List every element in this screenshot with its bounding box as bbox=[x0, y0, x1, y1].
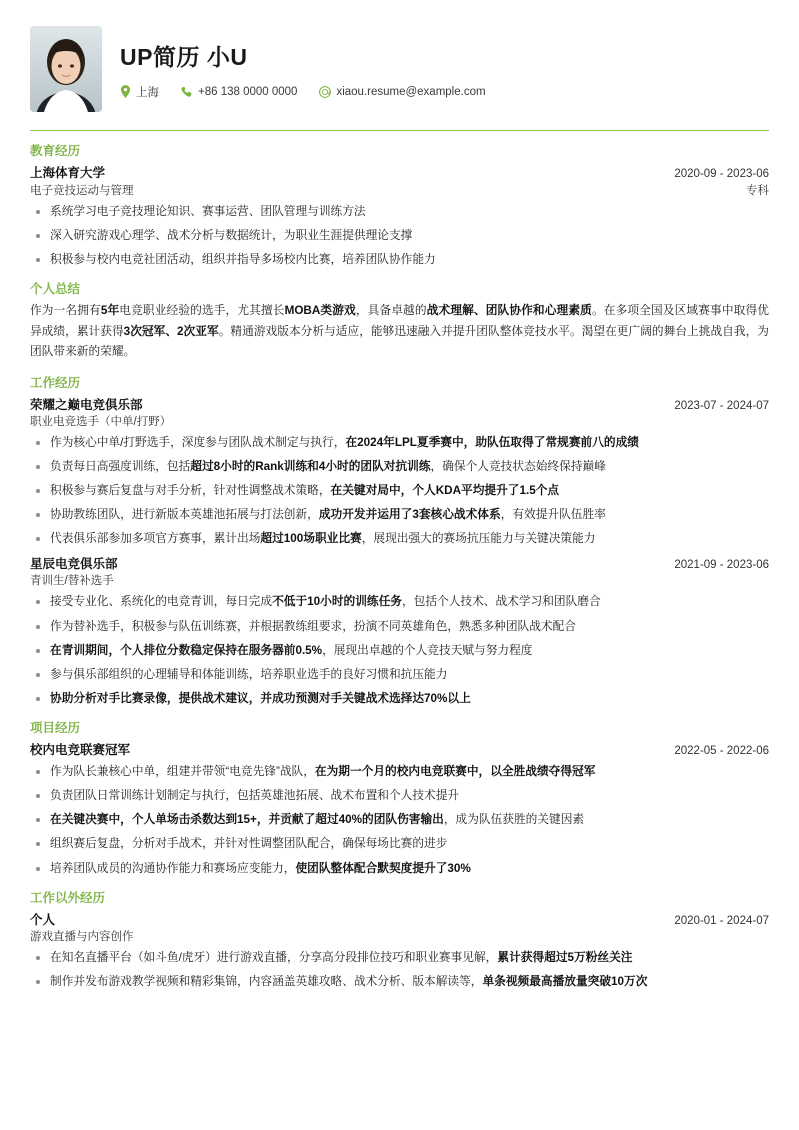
education-major: 电子竞技运动与管理 bbox=[30, 185, 134, 197]
experience-entry bbox=[30, 740, 769, 878]
entry-date: 2023-07 - 2024-07 bbox=[674, 399, 769, 412]
section-work bbox=[30, 373, 769, 708]
emphasis: 不低于10小时的训练任务 bbox=[272, 595, 402, 609]
contact-email bbox=[319, 86, 485, 98]
phone-icon bbox=[181, 86, 193, 98]
list-item bbox=[30, 690, 769, 708]
emphasis: 5年 bbox=[100, 304, 120, 318]
education-bullets bbox=[30, 203, 769, 269]
list-item: 作为核心中单/打野选手，深度参与团队战术制定与执行，在2024年LPL夏季赛中，助队伍取得了常规赛前八的成绩 bbox=[30, 434, 769, 452]
emphasis: 在关键决赛中，个人单场击杀数达到15+，并贡献了超过40%的团队伤害输出 bbox=[50, 813, 444, 827]
emphasis: 战术理解、团队协作和心理素质 bbox=[426, 304, 592, 318]
list-item: 积极参与校内电竞社团活动，组织并指导多场校内比赛，培养团队协作能力 bbox=[30, 251, 769, 269]
list-item: 系统学习电子竞技理论知识、赛事运营、团队管理与训练方法 bbox=[30, 203, 769, 221]
other-items bbox=[30, 910, 769, 991]
section-title-projects: 项目经历 bbox=[30, 721, 81, 736]
emphasis: 使团队整体配合默契度提升了30% bbox=[295, 861, 471, 875]
project-items bbox=[30, 740, 769, 878]
summary-text: 作为一名拥有5年电竞职业经验的选手，尤其擅长MOBA类游戏，具备卓越的战术理解、团队协作和心理素质。在多项全国及区域赛事中取得优异成绩，累计获得3次冠军、2次亚军。精通游戏版本分析与适应，能够迅速融入并提升团队整体竞技水平。渴望在更广阔的舞台上挑战自我，为团队带来新的荣耀。 bbox=[30, 304, 769, 359]
experience-entry bbox=[30, 910, 769, 991]
list-item: 作为队长兼核心中单，组建并带领“电竞先锋”战队，在为期一个月的校内电竞联赛中，以全胜战绩夺得冠军 bbox=[30, 763, 769, 781]
entry-organization: 校内电竞联赛冠军 bbox=[30, 743, 131, 758]
entry-role: 游戏直播与内容创作 bbox=[30, 930, 134, 943]
email-icon bbox=[319, 86, 331, 98]
list-item: 制作并发布游戏教学视频和精彩集锦，内容涵盖英雄攻略、战术分析、版本解读等，单条视频最高播放量突破10万次 bbox=[30, 973, 769, 991]
list-item: 积极参与赛后复盘与对手分析，针对性调整战术策略，在关键对局中，个人KDA平均提升了1.5个点 bbox=[30, 482, 769, 500]
list-item: 组织赛后复盘，分析对手战术，并针对性调整团队配合，确保每场比赛的进步 bbox=[30, 835, 769, 853]
list-item: 参与俱乐部组织的心理辅导和体能训练，培养职业选手的良好习惯和抗压能力 bbox=[30, 666, 769, 684]
contact-phone bbox=[181, 86, 297, 98]
emphasis: 在青训期间，个人排位分数稳定保持在服务器前0.5% bbox=[50, 643, 323, 657]
list-item: 代表俱乐部参加多项官方赛事，累计出场超过100场职业比赛，展现出强大的赛场抗压能力与关键决策能力 bbox=[30, 530, 769, 548]
list-item: 在关键决赛中，个人单场击杀数达到15+，并贡献了超过40%的团队伤害输出，成为队伍获胜的关键因素 bbox=[30, 811, 769, 829]
section-summary bbox=[30, 279, 769, 362]
contact-email-text: xiaou.resume@example.com bbox=[336, 85, 486, 98]
education-degree: 专科 bbox=[746, 185, 769, 197]
section-title-work: 工作经历 bbox=[30, 375, 81, 390]
entry-date: 2021-09 - 2023-06 bbox=[674, 559, 769, 572]
contact-phone-text: +86 138 0000 0000 bbox=[198, 85, 298, 98]
list-item: 协助教练团队，进行新版本英雄池拓展与打法创新，成功开发并运用了3套核心战术体系，有效提升队伍胜率 bbox=[30, 506, 769, 524]
emphasis: 超过100场职业比赛 bbox=[260, 532, 362, 546]
entry-date: 2022-05 - 2022-06 bbox=[674, 745, 769, 758]
section-title-other: 工作以外经历 bbox=[30, 890, 106, 905]
entry-bullets bbox=[30, 949, 769, 991]
page-title: UP简历 小U bbox=[120, 43, 248, 70]
emphasis: 在为期一个月的校内电竞联赛中，以全胜战绩夺得冠军 bbox=[314, 765, 596, 779]
contact-list bbox=[120, 84, 769, 100]
emphasis: 协助分析对手比赛录像，提供战术建议，并成功预测对手关键战术选择达70%以上 bbox=[50, 691, 471, 705]
entry-role: 职业电竞选手（中单/打野） bbox=[30, 415, 172, 428]
entry-organization: 星辰电竞俱乐部 bbox=[30, 557, 118, 572]
list-item: 培养团队成员的沟通协作能力和赛场应变能力，使团队整体配合默契度提升了30% bbox=[30, 860, 769, 878]
list-item: 在知名直播平台（如斗鱼/虎牙）进行游戏直播，分享高分段排位技巧和职业赛事见解，累计获得超过5万粉丝关注 bbox=[30, 949, 769, 967]
experience-entry bbox=[30, 395, 769, 549]
entry-organization: 个人 bbox=[30, 912, 56, 927]
list-item: 作为替补选手，积极参与队伍训练赛，并根据教练组要求，扮演不同英雄角色，熟悉多种团队战术配合 bbox=[30, 618, 769, 636]
section-education bbox=[30, 141, 769, 269]
entry-bullets bbox=[30, 434, 769, 549]
emphasis: 3次冠军、2次亚军 bbox=[123, 324, 219, 338]
entry-date: 2020-01 - 2024-07 bbox=[674, 914, 769, 927]
experience-entry bbox=[30, 554, 769, 708]
entry-organization: 荣耀之巅电竞俱乐部 bbox=[30, 397, 143, 412]
list-item: 深入研究游戏心理学、战术分析与数据统计，为职业生涯提供理论支撑 bbox=[30, 227, 769, 245]
work-items bbox=[30, 395, 769, 708]
contact-location bbox=[120, 84, 159, 100]
entry-bullets bbox=[30, 593, 769, 708]
header-divider bbox=[30, 130, 769, 131]
section-title-summary: 个人总结 bbox=[30, 282, 81, 297]
resume-header bbox=[30, 22, 769, 126]
contact-location-text: 上海 bbox=[136, 86, 159, 99]
section-projects bbox=[30, 718, 769, 878]
emphasis: 在2024年LPL夏季赛中，助队伍取得了常规赛前八的成绩 bbox=[345, 435, 639, 449]
list-item: 负责每日高强度训练，包括超过8小时的Rank训练和4小时的团队对抗训练，确保个人竞技状态始终保持巅峰 bbox=[30, 458, 769, 476]
list-item: 负责团队日常训练计划制定与执行，包括英雄池拓展、战术布置和个人技术提升 bbox=[30, 787, 769, 805]
section-title-education: 教育经历 bbox=[30, 144, 81, 158]
emphasis: MOBA类游戏 bbox=[284, 304, 356, 318]
education-school: 上海体育大学 bbox=[30, 166, 106, 180]
emphasis: 单条视频最高播放量突破10万次 bbox=[482, 974, 648, 988]
emphasis: 在关键对局中，个人KDA平均提升了1.5个点 bbox=[330, 484, 560, 498]
avatar bbox=[30, 26, 102, 112]
emphasis: 成功开发并运用了3套核心战术体系 bbox=[318, 508, 501, 522]
education-date: 2020-09 - 2023-06 bbox=[674, 168, 769, 180]
entry-bullets bbox=[30, 763, 769, 878]
emphasis: 超过8小时的Rank训练和4小时的团队对抗训练 bbox=[190, 459, 431, 473]
section-other bbox=[30, 888, 769, 991]
entry-role: 青训生/替补选手 bbox=[30, 575, 114, 588]
avatar-photo-icon bbox=[30, 26, 102, 112]
emphasis: 累计获得超过5万粉丝关注 bbox=[497, 950, 633, 964]
location-icon bbox=[120, 85, 131, 98]
list-item: 在青训期间，个人排位分数稳定保持在服务器前0.5%，展现出卓越的个人竞技天赋与努力程度 bbox=[30, 642, 769, 660]
list-item: 接受专业化、系统化的电竞青训，每日完成不低于10小时的训练任务，包括个人技术、战术学习和团队磨合 bbox=[30, 593, 769, 611]
